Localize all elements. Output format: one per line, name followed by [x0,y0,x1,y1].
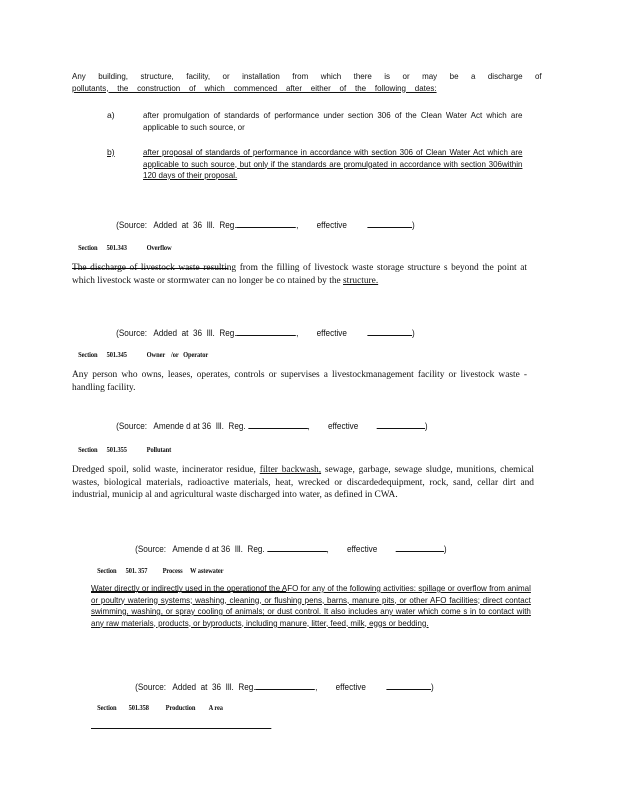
item-b-label: b) [107,147,115,157]
section-heading-pollutant [72,438,171,462]
pollutant-body [72,464,534,502]
register-blank [237,326,297,336]
overflow-body-text: The discharge of livestock waste resulting from the filling of livestock waste storage structure s beyond the point at which livestock waste or stormwater can no longer be co ntained by the [72,263,527,286]
effective-date-blank [367,218,412,228]
source-3-close: ) [424,421,428,431]
source-2-effective: effective [316,328,347,338]
source-4-comma: , [326,544,329,554]
source-4-close: ) [443,544,447,554]
source-1-prefix: (Source: Added at 36 Ill. Reg. [116,220,237,230]
source-5-close: ) [431,682,434,692]
source-3-effective: effective [327,421,359,431]
process-wastewater-body: Water directly or indirectly used in the operationof the AFO for any of the following activities: spillage or overflow from animal or poultry watering systems; washing, cleaning, or flushing pens, barns, manure pits, or other AFO facilities; direct contact swimming, washing, or spray cooling of animals; or dust control. It also includes any water which come s in to contact with any raw materials, products, or byproducts, including manure, litter, feed, milk, eggs or bedding. [91,583,531,628]
source-2-close: ) [412,328,415,338]
section-heading-text: Section 501.343 Overflow [78,244,172,252]
pollutant-body-start: Dredged spoil, solid waste, incinerator residue, [72,465,260,475]
source-1-effective: effective [316,220,347,230]
register-blank [248,419,308,429]
source-5-prefix: (Source: Added at 36 Ill. Reg. [135,682,256,692]
source-2-comma: , [296,328,299,338]
source-note-3 [107,409,428,441]
register-blank [267,542,327,552]
heading-rule [91,728,271,729]
source-1-close: ) [412,220,415,230]
effective-date-blank [395,542,443,552]
section-heading-text: Section 501.358 Production A rea [97,704,223,712]
register-blank [237,218,297,228]
intro-line-1: Any building, structure, facility, or installation from which there is or may be a discharge of [72,71,542,81]
register-blank [256,680,316,690]
section-heading-text: Section 501. 357 Process W astewater [97,567,224,575]
effective-date-blank [386,680,431,690]
section-heading-text: Section 501.345 Owner /or Operator [78,351,209,359]
source-2-prefix: (Source: Added at 36 Ill. Reg. [116,328,237,338]
owner-body: Any person who owns, leases, operates, controls or supervises a livestockmanagement facility or livestock waste -handling facility. [72,370,527,393]
item-b-text: after proposal of standards of performance in accordance with section 306 of Clean Water Act which are applicable to such source, but only if the standards are promulgated in accordance with section 306within 120 days of their proposal. [143,147,523,180]
effective-date-blank [367,326,412,336]
source-3-comma: , [307,421,310,431]
pollutant-body-underlined: filter backwash, [259,465,322,475]
effective-date-blank [376,419,424,429]
pollutant-body-rest: sewage, garbage, sewage sludge, munitions, chemical wastes, biological materials, radioactive materials, heat, wrecked or discardedequipment, rock, sand, cellar dirt and industrial, municip al and agricultural waste discharged into water, as defined in CWA. [72,465,535,500]
source-5-effective: effective [335,682,366,692]
item-a-label: a) [107,110,115,120]
source-4-effective: effective [346,544,378,554]
intro-line-2: pollutants, the construction of which commenced after either of the following dates: [72,82,437,93]
section-heading-owner [72,343,208,367]
section-heading-text: Section 501.355 Pollutant [78,446,172,454]
overflow-body-end: structure. [343,275,379,286]
overflow-body [72,262,527,287]
source-1-comma: , [296,220,299,230]
item-a-text: after promulgation of standards of performance under section 306 of the Clean Water Act which are applicable to such source, or [143,110,523,132]
source-3-prefix: (Source: Amende d at 36 Ill. Reg. [116,421,246,431]
section-heading-production-area [91,696,223,728]
source-5-comma: , [315,682,318,692]
source-4-prefix: (Source: Amende d at 36 Ill. Reg. [135,544,265,554]
intro-paragraph [72,71,542,94]
